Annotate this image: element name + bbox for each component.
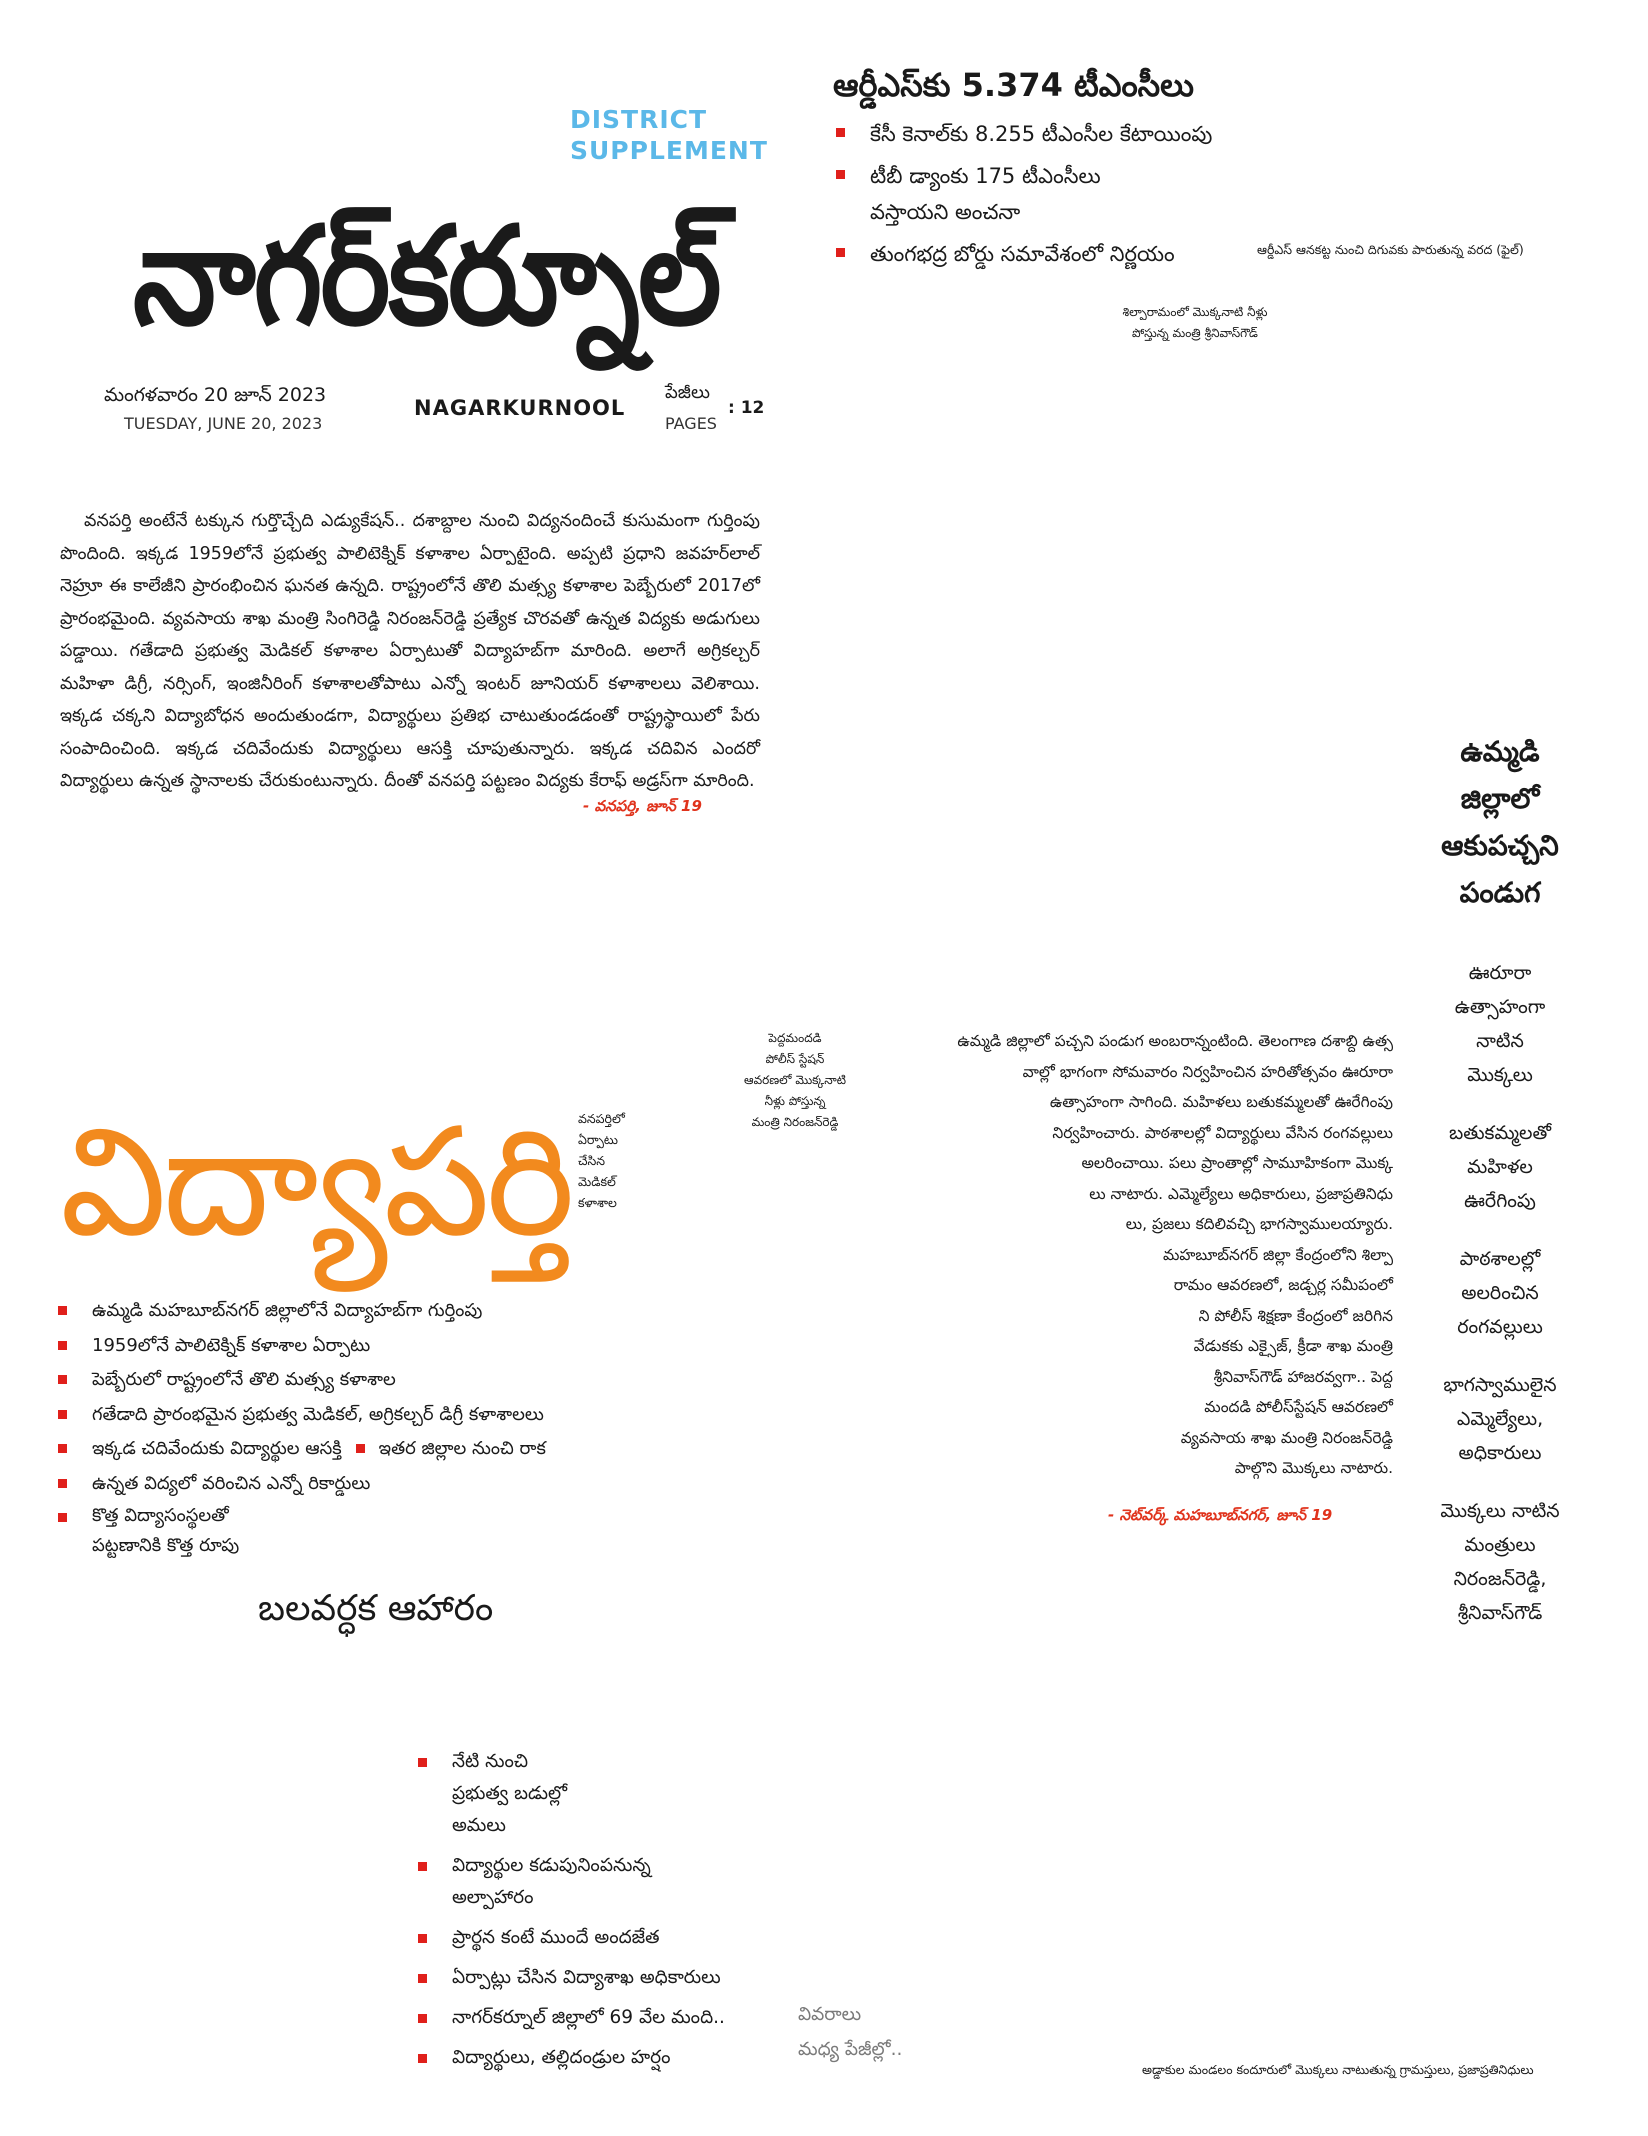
education-byline: - వనపర్తి, జూన్ 19 (583, 797, 702, 815)
food-headline: బలవర్ధక ఆహారం (258, 1588, 494, 1629)
supplement-line-1: DISTRICT (570, 105, 708, 134)
vidyaparthi-bullet (58, 1432, 858, 1467)
green-festival-story-body: ఉమ్మడి జిల్లాలో పచ్చని పండుగ అంబరాన్నంటింది. తెలంగాణ దశాబ్ది ఉత్స వాల్లో భాగంగా సోమవారం నిర్వహించిన హరితోత్సవం ఊరూరా ఉత్సాహంగా సాగింది. మహిళలు బతుకమ్మలతో ఊరేగింపు నిర్వహించారు. పాఠశాలల్లో విద్యార్థులు వేసిన రంగవల్లులు అలరించాయి. పలు ప్రాంతాల్లో సామూహికంగా మొక్క లు నాటారు. ఎమ్మెల్యేలు అధికారులు, ప్రజాప్రతినిధు లు, ప్రజలు కదిలివచ్చి భాగస్వాములయ్యారు. మహబూబ్‌నగర్ జిల్లా కేంద్రంలోని శిల్పా రామం ఆవరణలో, జడ్చర్ల సమీపంలో ని పోలీస్ శిక్షణా కేంద్రంలో జరిగిన వేడుకకు ఎక్సైజ్, క్రీడా శాఖ మంత్రి శ్రీనివాస్‌గౌడ్ హాజరవ్వగా.. పెద్ద మందడి పోలీస్‌స్టేషన్ ఆవరణలో వ్యవసాయ శాఖ మంత్రి నిరంజన్‌రెడ్డి పాల్గొని మొక్కలు నాటారు. (957, 1032, 1393, 1477)
vidyaparthi-bullet-text: కొత్త విద్యాసంస్థలతో పట్టణానికి కొత్త రూపు (92, 1505, 240, 1556)
vidyaparthi-bullet: ఉన్నత విద్యలో వరించిన ఎన్నో రికార్డులు (58, 1467, 858, 1502)
vidyaparthi-bullet: 1959లోనే పాలిటెక్నిక్ కళాశాల ఏర్పాటు (58, 1329, 858, 1364)
vidyaparthi-bullet-text: ఇక్కడ చదివేందుకు విద్యార్థుల ఆసక్తి (92, 1438, 342, 1459)
rds-bullet: కేసీ కెనాల్‌కు 8.255 టీఎంసీల కేటాయింపు (836, 116, 1256, 152)
vidyaparthi-bullet: ఉమ్మడి మహబూబ్‌నగర్ జిల్లాలోనే విద్యాహబ్‌గా గుర్తింపు (58, 1294, 858, 1329)
food-bullet: ప్రార్థన కంటే ముందే అందజేత (418, 1922, 838, 1954)
rds-bullet (836, 158, 1256, 230)
food-bullet-text: నేటి నుంచి ప్రభుత్వ బడుల్లో అమలు (452, 1751, 568, 1836)
vidyaparthi-inline-extra: ఇతర జిల్లాల నుంచి రాక (378, 1438, 546, 1459)
vidyaparthi-title: విద్యాపర్తి (60, 1096, 571, 1270)
education-story-body: వనపర్తి అంటేనే టక్కున గుర్తొచ్చేది ఎడ్యుకేషన్.. దశాబ్దాల నుంచి విద్యనందించే కుసుమంగా గుర్తింపు పొందింది. ఇక్కడ 1959లోనే ప్రభుత్వ పాలిటెక్నిక్ కళాశాల ఏర్పాటైంది. అప్పటి ప్రధాని జవహర్‌లాల్ నెహ్రూ ఈ కాలేజీని ప్రారంభించిన ఘనత ఉన్నది. రాష్ట్రంలోనే తొలి మత్స్య కళాశాల పెబ్బేరులో 2017లో ప్రారంభమైంది. వ్యవసాయ శాఖ మంత్రి సింగిరెడ్డి నిరంజన్‌రెడ్డి ప్రత్యేక చొరవతో ఉన్నత విద్యకు అడుగులు పడ్డాయి. గతేడాది ప్రభుత్వ మెడికల్ కళాశాల ఏర్పాటుతో విద్యాహబ్‌గా మారింది. అలాగే అగ్రికల్చర్ మహిళా డిగ్రీ, నర్సింగ్, ఇంజినీరింగ్ కళాశాలతోపాటు ఎన్నో ఇంటర్ జూనియర్ కళాశాలలు వెలిశాయి. ఇక్కడ చక్కని విద్యాబోధన అందుతుండగా, విద్యార్థులు ప్రతిభ చాటుతుండడంతో రాష్ట్రస్థాయిలో పేరు సంపాదించింది. ఇక్కడ చదివేందుకు విద్యార్థులు ఆసక్తి చూపుతున్నారు. ఇక్కడ చదివిన ఎందరో విద్యార్థులు ఉన్నత స్థానాలకు చేరుకుంటున్నారు. దీంతో వనపర్తి పట్టణం విద్యకు కేరాఫ్ అడ్రస్‌గా మారింది. (60, 511, 760, 791)
green-festival-sidebar-title: ఉమ్మడి జిల్లాలో ఆకుపచ్చని పండుగ (1441, 735, 1559, 909)
edition-name: NAGARKURNOOL (414, 396, 626, 420)
green-festival-byline: - నెట్‌వర్క్ మహబూబ్‌నగర్, జూన్ 19 (1108, 1506, 1333, 1524)
police-station-photo-caption: పెద్దమందడి పోలీస్ స్టేషన్ ఆవరణలో మొక్కనాటి నీళ్లు పోస్తున్న మంత్రి నిరంజన్‌రెడ్డి (744, 1031, 846, 1129)
shilparamam-photo-caption: శిల్పారామంలో మొక్కనాటి నీళ్లు పోస్తున్న మంత్రి శ్రీనివాస్‌గౌడ్ (1122, 305, 1268, 340)
inline-bullet-marker (356, 1444, 365, 1453)
sidebar-point: ఊరూరా ఉత్సాహంగా నాటిన మొక్కలు (1454, 962, 1546, 1086)
rds-headline: ఆర్డీఎస్‌కు 5.374 టీఎంసీలు (833, 66, 1194, 104)
sidebar-point: భాగస్వాములైన ఎమ్మెల్యేలు, అధికారులు (1443, 1374, 1557, 1464)
vidyaparthi-bullet: పెబ్బేరులో రాష్ట్రంలోనే తొలి మత్స్య కళాశాల (58, 1363, 858, 1398)
vidyaparthi-bullet: గతేడాది ప్రారంభమైన ప్రభుత్వ మెడికల్, అగ్రికల్చర్ డిగ్రీ కళాశాలలు (58, 1398, 858, 1433)
food-bullet (418, 1746, 838, 1842)
sidebar-point: పాఠశాలల్లో అలరించిన రంగవల్లులు (1457, 1248, 1543, 1338)
kanduru-photo-caption: అడ్డాకుల మండలం కందూరులో మొక్కలు నాటుతున్న గ్రామస్తులు, ప్రజాప్రతినిధులు (1142, 2062, 1534, 2077)
food-bullet: విద్యార్థులు, తల్లిదండ్రుల హర్షం (418, 2042, 838, 2074)
pages-label-telugu: పేజీలు (665, 382, 710, 403)
district-supplement-label (570, 104, 768, 166)
food-bullet-list (418, 1746, 838, 2082)
newspaper-title: నాగర్‌కర్నూల్ (133, 196, 720, 356)
vidyaparthi-bullet-list (58, 1294, 858, 1561)
sidebar-point: మొక్కలు నాటిన మంత్రులు నిరంజన్‌రెడ్డి, శ్రీనివాస్‌గౌడ్ (1440, 1500, 1560, 1624)
food-bullet: నాగర్‌కర్నూల్ జిల్లాలో 69 వేల మంది.. (418, 2002, 838, 2034)
details-inside-note: వివరాలు మధ్య పేజీల్లో.. (798, 2004, 903, 2060)
date-telugu: మంగళవారం 20 జూన్ 2023 (104, 384, 327, 406)
rds-bullet: తుంగభద్ర బోర్డు సమావేశంలో నిర్ణయం (836, 236, 1256, 272)
vidyaparthi-bullet (58, 1501, 858, 1561)
sidebar-point: బతుకమ్మలతో మహిళల ఊరేగింపు (1448, 1122, 1552, 1212)
supplement-line-2: SUPPLEMENT (570, 136, 768, 165)
pages-count: : 12 (728, 398, 765, 418)
medical-college-photo-caption: వనపర్తిలో ఏర్పాటు చేసిన మెడికల్ కళాశాల (578, 1111, 625, 1210)
green-festival-sidebar (1395, 728, 1605, 1654)
food-bullet (418, 1850, 838, 1914)
rds-photo-caption: ఆర్డీఎస్ ఆనకట్ట నుంచి దిగువకు పారుతున్న వరద (ఫైల్) (1257, 242, 1524, 257)
pages-label-english: PAGES (665, 414, 717, 433)
education-story (60, 505, 760, 798)
food-bullet: ఏర్పాట్లు చేసిన విద్యాశాఖ అధికారులు (418, 1962, 838, 1994)
food-bullet-text: విద్యార్థుల కడుపునింపనున్న అల్పాహారం (452, 1855, 651, 1908)
rds-bullet-list (836, 116, 1256, 272)
rds-bullet-text: టీబీ డ్యాంకు 175 టీఎంసీలు వస్తాయని అంచనా (870, 164, 1101, 224)
date-english: TUESDAY, JUNE 20, 2023 (124, 414, 323, 433)
